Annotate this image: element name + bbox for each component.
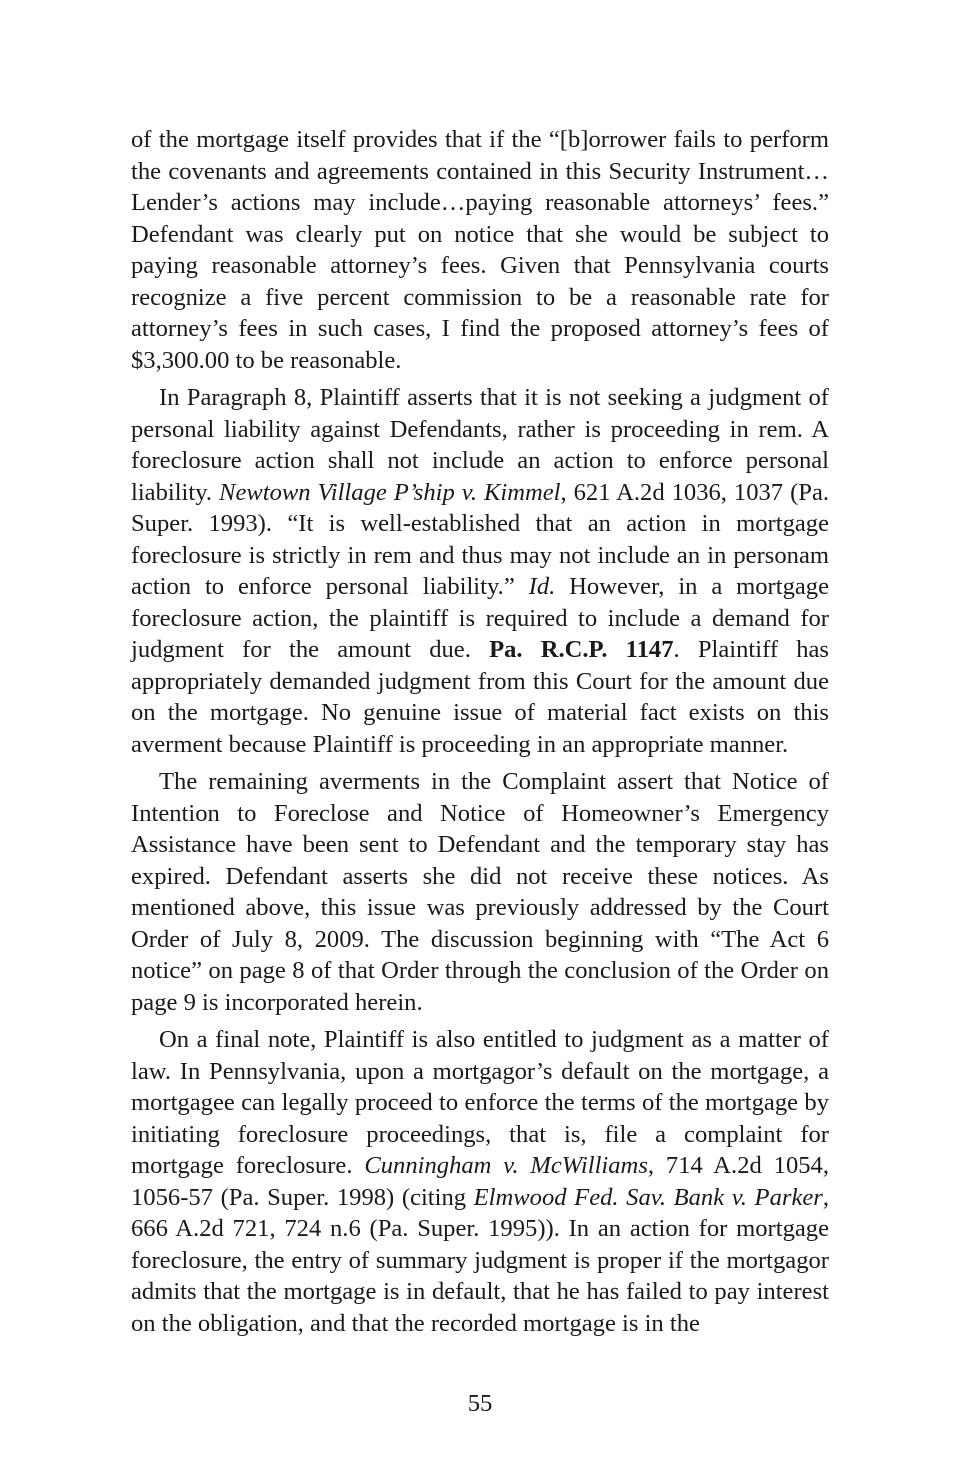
page-number: 55 (467, 1390, 493, 1417)
text-run: . Plaintiff has appropriately demanded judgment from this Court for the amount due on the mortgage. No genuine issue of material fact exists on this averment because Plaintiff is proceeding in an appropriate manner. (131, 636, 829, 758)
body-text (131, 124, 829, 1345)
paragraph-2 (131, 382, 829, 760)
case-citation: Cunningham v. McWilliams (364, 1152, 648, 1179)
text-run: However, in a mortgage foreclosure action, the plaintiff is required to include a demand for judgment for the amount due. (131, 573, 829, 663)
text-run: , 666 A.2d 721, 724 n.6 (Pa. Super. 1995)). In an action for mortgage foreclosure, the entry of summary judgment is proper if the mortgagor admits that the mortgage is in default, that he has failed to pay interest on the obligation, and that the recorded mortgage is in the (131, 1183, 830, 1337)
rule-citation: Pa. R.C.P. 1147 (489, 636, 674, 663)
text-run: The remaining averments in the Complaint assert that Notice of Intention to Foreclose and Notice of Homeowner’s Emergency Assistance have been sent to Defendant and the temporary stay has expired. Defendant asserts she did not receive these notices. As mentioned above, this issue was previously addressed by the Court Order of July 8, 2009. The discussion beginning with “The Act 6 notice” on page 8 of that Order through the conclusion of the Order on page 9 is incorporated herein. (131, 768, 829, 1016)
text-run: , 621 A.2d 1036, 1037 (Pa. Super. 1993). “It is well-established that an action in mortgage foreclosure is strictly in rem and thus may not include an in personam action to enforce personal liability.” (131, 478, 830, 600)
case-citation: Newtown Village P’ship v. Kimmel (219, 478, 561, 506)
text-run: On a final note, Plaintiff is also entitled to judgment as a matter of law. In Pennsylvania, upon a mortgagor’s default on the mortgage, a mortgagee can legally proceed to enforce the terms of the mortgage by initiating foreclosure proceedings, that is, file a complaint for mortgage foreclosure. (131, 1026, 829, 1179)
id-citation: Id. (528, 573, 556, 600)
paragraph-3 (131, 766, 829, 1018)
paragraph-1 (131, 124, 829, 376)
text-run: , 714 A.2d 1054, 1056-57 (Pa. Super. 1998) (citing (131, 1152, 829, 1211)
text-run: of the mortgage itself provides that if the “[b]orrower fails to perform the covenants and agreements contained in this Security Instrument…Lender’s actions may include…paying reasonable attorneys’ fees.” Defendant was clearly put on notice that she would be subject to paying reasonable attorney’s fees. Given that Pennsylvania courts recognize a five percent commission to be a reasonable rate for attorney’s fees in such cases, I find the proposed attorney’s fees of $3,300.00 to be reasonable. (131, 126, 829, 374)
text-run: In Paragraph 8, Plaintiff asserts that it is not seeking a judgment of personal liability against Defendants, rather is proceeding in rem. A foreclosure action shall not include an action to enforce personal liability. (131, 384, 829, 506)
paragraph-4 (131, 1024, 829, 1339)
case-citation: Elmwood Fed. Sav. Bank v. Parker (473, 1183, 823, 1211)
